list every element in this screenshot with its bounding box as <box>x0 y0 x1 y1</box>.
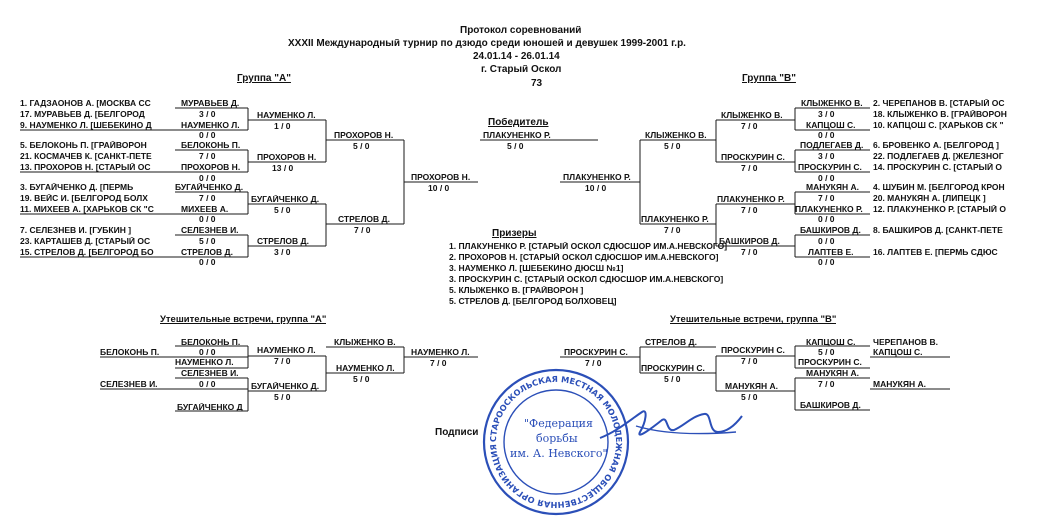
group-a-r1-name: НАУМЕНКО Л. <box>181 121 240 130</box>
repechage-a-name: НАУМЕНКО Л. <box>411 348 470 357</box>
group-b-r3-name: КЛЫЖЕНКО В. <box>645 131 707 140</box>
group-b-r2-score: 7 / 0 <box>741 122 758 131</box>
repechage-b-name: МАНУКЯН А. <box>806 369 859 378</box>
repechage-b-name: МАНУКЯН А. <box>725 382 778 391</box>
group-a-r1-name: МУРАВЬЕВ Д. <box>181 99 240 108</box>
repechage-a-score: 0 / 0 <box>199 348 216 357</box>
group-b-r2-score: 7 / 0 <box>741 206 758 215</box>
group-b-r2-name: ПЛАКУНЕНКО Р. <box>717 195 785 204</box>
group-a-r2-score: 3 / 0 <box>274 248 291 257</box>
group-a-r1-name: БУГАЙЧЕНКО Д. <box>175 183 244 192</box>
group-b-final-name: ПЛАКУНЕНКО Р. <box>563 173 631 182</box>
prize-item: 3. НАУМЕНКО Л. [ШЕБЕКИНО ДЮСШ №1] <box>449 264 624 273</box>
prize-item: 5. КЛЫЖЕНКО В. [ГРАЙВОРОН ] <box>449 286 584 295</box>
group-a-r3-score: 7 / 0 <box>354 226 371 235</box>
repechage-b-name: КАПЦОШ С. <box>873 348 923 357</box>
repechage-a-score: 7 / 0 <box>430 359 447 368</box>
repechage-b-name: ПРОСКУРИН С. <box>798 358 862 367</box>
group-a-r2-score: 5 / 0 <box>274 206 291 215</box>
protocol-title: Протокол соревнований <box>460 26 582 36</box>
group-a-title: Группа "А" <box>237 74 291 84</box>
group-a-entrant: 17. МУРАВЬЕВ Д. [БЕЛГОРОД <box>20 110 145 119</box>
repechage-b-score: 5 / 0 <box>664 375 681 384</box>
group-a-r2-name: БУГАЙЧЕНКО Д. <box>251 195 320 204</box>
repechage-a-score: 5 / 0 <box>353 375 370 384</box>
group-a-entrant: 1. ГАДЗАОНОВ А. [МОСКВА СС <box>20 99 151 108</box>
tournament-dates: 24.01.14 - 26.01.14 <box>473 52 560 62</box>
group-a-r2-name: ПРОХОРОВ Н. <box>257 153 317 162</box>
group-a-r1-name: СТРЕЛОВ Д. <box>181 248 233 257</box>
group-b-entrant: 8. БАШКИРОВ Д. [САНКТ-ПЕТЕ <box>873 226 1003 235</box>
group-a-final-score: 10 / 0 <box>428 184 450 193</box>
group-a-entrant: 23. КАРТАШЕВ Д. [СТАРЫЙ ОС <box>20 237 151 246</box>
group-b-r1-name: КАПЦОШ С. <box>806 121 856 130</box>
group-a-r1-name: МИХЕЕВ А. <box>181 205 229 214</box>
group-a-r1-name: СЕЛЕЗНЕВ И. <box>181 226 239 235</box>
group-b-r1-score: 0 / 0 <box>818 215 835 224</box>
group-a-entrant: 13. ПРОХОРОВ Н. [СТАРЫЙ ОС <box>20 163 151 172</box>
winner-name: ПЛАКУНЕНКО Р. <box>483 131 551 140</box>
group-a-r1-score: 0 / 0 <box>199 258 216 267</box>
repechage-b-name: ПРОСКУРИН С. <box>721 346 785 355</box>
repechage-a-name: НАУМЕНКО Л. <box>175 358 234 367</box>
group-a-entrant: 7. СЕЛЕЗНЕВ И. [ГУБКИН ] <box>20 226 132 235</box>
repechage-b-name: ПРОСКУРИН С. <box>564 348 628 357</box>
winner-score: 5 / 0 <box>507 142 524 151</box>
group-b-r3-score: 5 / 0 <box>664 142 681 151</box>
group-b-r2-name: БАШКИРОВ Д. <box>719 237 780 246</box>
stamp-inner-line: им. А. Невского" <box>510 448 608 459</box>
group-a-r2-score: 1 / 0 <box>274 122 291 131</box>
stamp-inner-line: "Федерация <box>524 418 593 429</box>
group-a-r1-score: 7 / 0 <box>199 152 216 161</box>
group-b-entrant: 12. ПЛАКУНЕНКО Р. [СТАРЫЙ О <box>873 205 1006 214</box>
group-b-r1-score: 0 / 0 <box>818 174 835 183</box>
group-b-r3-score: 7 / 0 <box>664 226 681 235</box>
group-a-r2-score: 13 / 0 <box>272 164 294 173</box>
group-b-r2-score: 7 / 0 <box>741 164 758 173</box>
group-b-entrant: 6. БРОВЕНКО А. [БЕЛГОРОД ] <box>873 141 999 150</box>
group-b-r1-name: ПЛАКУНЕНКО Р. <box>795 205 863 214</box>
group-a-r1-score: 7 / 0 <box>199 194 216 203</box>
repechage-a-name: НАУМЕНКО Л. <box>336 364 395 373</box>
group-b-entrant: 2. ЧЕРЕПАНОВ В. [СТАРЫЙ ОС <box>873 99 1005 108</box>
group-a-r2-name: СТРЕЛОВ Д. <box>257 237 309 246</box>
group-b-r3-name: ПЛАКУНЕНКО Р. <box>641 215 709 224</box>
repechage-a-name: БУГАЙЧЕНКО Д <box>177 403 243 412</box>
repechage-b-name: МАНУКЯН А. <box>873 380 926 389</box>
weight-category: 73 <box>531 79 543 89</box>
repechage-b-name: СТРЕЛОВ Д. <box>645 338 697 347</box>
repechage-a-name: БЕЛОКОНЬ П. <box>181 338 241 347</box>
repechage-b-name: БАШКИРОВ Д. <box>800 401 861 410</box>
stamp-inner-line: борьбы <box>536 433 578 444</box>
prize-item: 5. СТРЕЛОВ Д. [БЕЛГОРОД БОЛХОВЕЦ] <box>449 297 617 306</box>
group-a-entrant: 21. КОСМАЧЕВ К. [САНКТ-ПЕТЕ <box>20 152 152 161</box>
repechage-a-score: 0 / 0 <box>199 380 216 389</box>
repechage-b-name: ЧЕРЕПАНОВ В. <box>873 338 938 347</box>
repechage-b-score: 7 / 0 <box>585 359 602 368</box>
group-b-entrant: 20. МАНУКЯН А. [ЛИПЕЦК ] <box>873 194 986 203</box>
stamp-ring-text: СТАРООСКОЛЬСКАЯ МЕСТНАЯ МОЛОДЕЖНАЯ ОБЩЕСТВЕННАЯ ОРГАНИЗАЦИЯ <box>487 373 625 511</box>
group-a-entrant: 9. НАУМЕНКО Л. [ШЕБЕКИНО Д <box>20 121 152 130</box>
group-a-r1-score: 5 / 0 <box>199 237 216 246</box>
group-a-r3-name: СТРЕЛОВ Д. <box>338 215 390 224</box>
group-a-entrant: 3. БУГАЙЧЕНКО Д. [ПЕРМЬ <box>20 183 134 192</box>
group-a-entrant: 5. БЕЛОКОНЬ П. [ГРАЙВОРОН <box>20 141 147 150</box>
prize-item: 3. ПРОСКУРИН С. [СТАРЫЙ ОСКОЛ СДЮСШОР ИМ.А.НЕВСКОГО] <box>449 275 724 284</box>
group-a-r1-name: БЕЛОКОНЬ П. <box>181 141 241 150</box>
repechage-a-name: СЕЛЕЗНЕВ И. <box>181 369 239 378</box>
repechage-a-name: БЕЛОКОНЬ П. <box>100 348 160 357</box>
group-a-final-name: ПРОХОРОВ Н. <box>411 173 471 182</box>
winner-title: Победитель <box>488 118 549 128</box>
repechage-a-name: БУГАЙЧЕНКО Д. <box>251 382 320 391</box>
group-b-r1-score: 3 / 0 <box>818 152 835 161</box>
repechage-b-score: 5 / 0 <box>741 393 758 402</box>
repechage-a-name: НАУМЕНКО Л. <box>257 346 316 355</box>
repechage-a-name: КЛЫЖЕНКО В. <box>334 338 396 347</box>
group-b-r1-score: 7 / 0 <box>818 194 835 203</box>
repechage-a-score: 5 / 0 <box>274 393 291 402</box>
repechage-b-name: ПРОСКУРИН С. <box>641 364 705 373</box>
prize-item: 2. ПРОХОРОВ Н. [СТАРЫЙ ОСКОЛ СДЮСШОР ИМ.А.НЕВСКОГО] <box>449 253 719 262</box>
group-b-r2-score: 7 / 0 <box>741 248 758 257</box>
group-b-entrant: 14. ПРОСКУРИН С. [СТАРЫЙ О <box>873 163 1003 172</box>
group-a-r1-score: 3 / 0 <box>199 110 216 119</box>
group-a-entrant: 11. МИХЕЕВ А. [ХАРЬКОВ СК "С <box>20 205 154 214</box>
prize-item: 1. ПЛАКУНЕНКО Р. [СТАРЫЙ ОСКОЛ СДЮСШОР ИМ.А.НЕВСКОГО] <box>449 242 728 251</box>
repechage-b-score: 7 / 0 <box>818 380 835 389</box>
repechage-b-title: Утешительные встречи, группа "В" <box>670 315 837 325</box>
signature-label: Подписи <box>435 428 479 438</box>
group-b-r1-name: КЛЫЖЕНКО В. <box>801 99 863 108</box>
group-b-r2-name: ПРОСКУРИН С. <box>721 153 785 162</box>
group-a-r3-score: 5 / 0 <box>353 142 370 151</box>
group-b-r1-score: 0 / 0 <box>818 131 835 140</box>
group-b-r1-name: ПОДЛЕГАЕВ Д. <box>800 141 864 150</box>
group-b-title: Группа "В" <box>742 74 796 84</box>
group-b-entrant: 22. ПОДЛЕГАЕВ Д. [ЖЕЛЕЗНОГ <box>873 152 1004 161</box>
group-b-final-score: 10 / 0 <box>585 184 607 193</box>
repechage-a-score: 7 / 0 <box>274 357 291 366</box>
group-a-r3-name: ПРОХОРОВ Н. <box>334 131 394 140</box>
group-b-entrant: 16. ЛАПТЕВ Е. [ПЕРМЬ СДЮС <box>873 248 998 257</box>
tournament-subtitle: XXXII Международный турнир по дзюдо среди юношей и девушек 1999-2001 г.р. <box>288 39 686 49</box>
repechage-b-score: 5 / 0 <box>818 348 835 357</box>
group-b-r1-name: МАНУКЯН А. <box>806 183 859 192</box>
repechage-b-score: 7 / 0 <box>741 357 758 366</box>
group-b-r1-name: ПРОСКУРИН С. <box>798 163 862 172</box>
group-b-r1-score: 0 / 0 <box>818 237 835 246</box>
group-b-r2-name: КЛЫЖЕНКО В. <box>721 111 783 120</box>
group-a-entrant: 15. СТРЕЛОВ Д. [БЕЛГОРОД БО <box>20 248 154 257</box>
repechage-b-name: КАПЦОШ С. <box>806 338 856 347</box>
group-b-entrant: 4. ШУБИН М. [БЕЛГОРОД КРОН <box>873 183 1005 192</box>
group-b-r1-score: 3 / 0 <box>818 110 835 119</box>
group-b-r1-score: 0 / 0 <box>818 258 835 267</box>
organization-stamp <box>480 366 632 518</box>
group-a-r1-score: 0 / 0 <box>199 215 216 224</box>
group-b-entrant: 18. КЛЫЖЕНКО В. [ГРАЙВОРОН <box>873 110 1007 119</box>
group-a-r1-score: 0 / 0 <box>199 131 216 140</box>
tournament-city: г. Старый Оскол <box>481 65 562 75</box>
group-b-entrant: 10. КАПЦОШ С. [ХАРЬКОВ СК " <box>873 121 1004 130</box>
group-b-r1-name: БАШКИРОВ Д. <box>800 226 861 235</box>
repechage-a-title: Утешительные встречи, группа "А" <box>160 315 327 325</box>
repechage-a-name: СЕЛЕЗНЕВ И. <box>100 380 158 389</box>
group-a-entrant: 19. ВЕЙС И. [БЕЛГОРОД БОЛХ <box>20 194 148 203</box>
group-a-r1-score: 0 / 0 <box>199 174 216 183</box>
group-a-r2-name: НАУМЕНКО Л. <box>257 111 316 120</box>
group-a-r1-name: ПРОХОРОВ Н. <box>181 163 241 172</box>
group-b-r1-name: ЛАПТЕВ Е. <box>808 248 854 257</box>
prizes-title: Призеры <box>492 229 537 239</box>
